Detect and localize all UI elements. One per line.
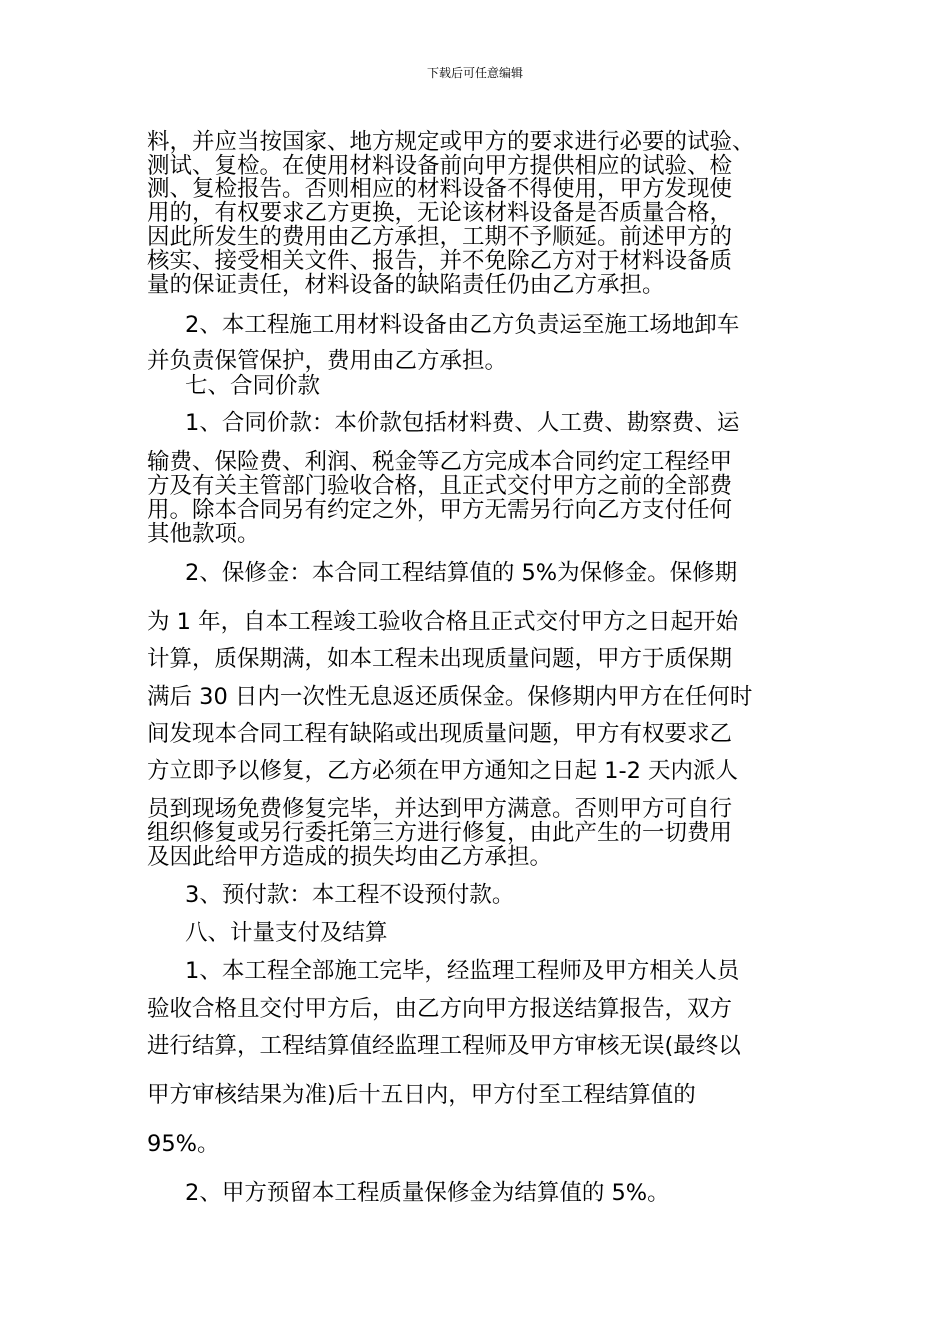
body-line: 测、复检报告。否则相应的材料设备不得使用，甲方发现使: [147, 176, 733, 202]
body-line: 1、本工程全部施工完毕，经监理工程师及甲方相关人员: [185, 958, 740, 984]
body-line: 满后 30 日内一次性无息返还质保金。保修期内甲方在任何时: [147, 684, 753, 710]
section-heading: 八、计量支付及结算: [185, 920, 388, 946]
body-line: 量的保证责任，材料设备的缺陷责任仍由乙方承担。: [147, 272, 665, 298]
body-line: 组织修复或另行委托第三方进行修复，由此产生的一切费用: [147, 820, 733, 846]
body-line: 用的，有权要求乙方更换，无论该材料设备是否质量合格，: [147, 200, 733, 226]
body-line: 料，并应当按国家、地方规定或甲方的要求进行必要的试验、: [147, 129, 755, 155]
page-header: 下载后可任意编辑: [426, 66, 523, 80]
body-line: 方及有关主管部门验收合格，且正式交付甲方之前的全部费: [147, 473, 733, 499]
body-line: 间发现本合同工程有缺陷或出现质量问题，甲方有权要求乙: [147, 721, 733, 747]
body-line: 员到现场免费修复完毕，并达到甲方满意。否则甲方可自行: [147, 796, 733, 822]
body-line: 验收合格且交付甲方后，由乙方向甲方报送结算报告，双方: [147, 996, 733, 1022]
section-heading: 七、合同价款: [185, 373, 321, 399]
body-line: 核实、接受相关文件、报告，并不免除乙方对于材料设备质: [147, 248, 733, 274]
body-line: 甲方审核结果为准)后十五日内，甲方付至工程结算值的: [147, 1082, 696, 1108]
body-line: 用。除本合同另有约定之外，甲方无需另行向乙方支付任何: [147, 497, 733, 523]
body-line: 及因此给甲方造成的损失均由乙方承担。: [147, 844, 553, 870]
body-line: 进行结算，工程结算值经监理工程师及甲方审核无误(最终以: [147, 1033, 741, 1059]
body-line: 测试、复检。在使用材料设备前向甲方提供相应的试验、检: [147, 153, 733, 179]
body-line: 其他款项。: [147, 521, 260, 547]
body-line: 3、预付款：本工程不设预付款。: [185, 882, 515, 908]
body-line: 95%。: [147, 1131, 220, 1157]
body-line: 方立即予以修复，乙方必须在甲方通知之日起 1-2 天内派人: [147, 758, 739, 784]
body-line: 输费、保险费、利润、税金等乙方完成本合同约定工程经甲: [147, 449, 733, 475]
body-line: 计算，质保期满，如本工程未出现质量问题，甲方于质保期: [147, 646, 733, 672]
body-line: 1、合同价款：本价款包括材料费、人工费、勘察费、运: [185, 410, 740, 436]
body-line: 2、保修金：本合同工程结算值的 5%为保修金。保修期: [185, 560, 738, 586]
body-line: 为 1 年，自本工程竣工验收合格且正式交付甲方之日起开始: [147, 609, 739, 635]
body-line: 2、甲方预留本工程质量保修金为结算值的 5%。: [185, 1180, 670, 1206]
body-line: 因此所发生的费用由乙方承担，工期不予顺延。前述甲方的: [147, 224, 733, 250]
body-line: 并负责保管保护，费用由乙方承担。: [147, 348, 508, 374]
body-line: 2、本工程施工用材料设备由乙方负责运至施工场地卸车: [185, 312, 740, 338]
